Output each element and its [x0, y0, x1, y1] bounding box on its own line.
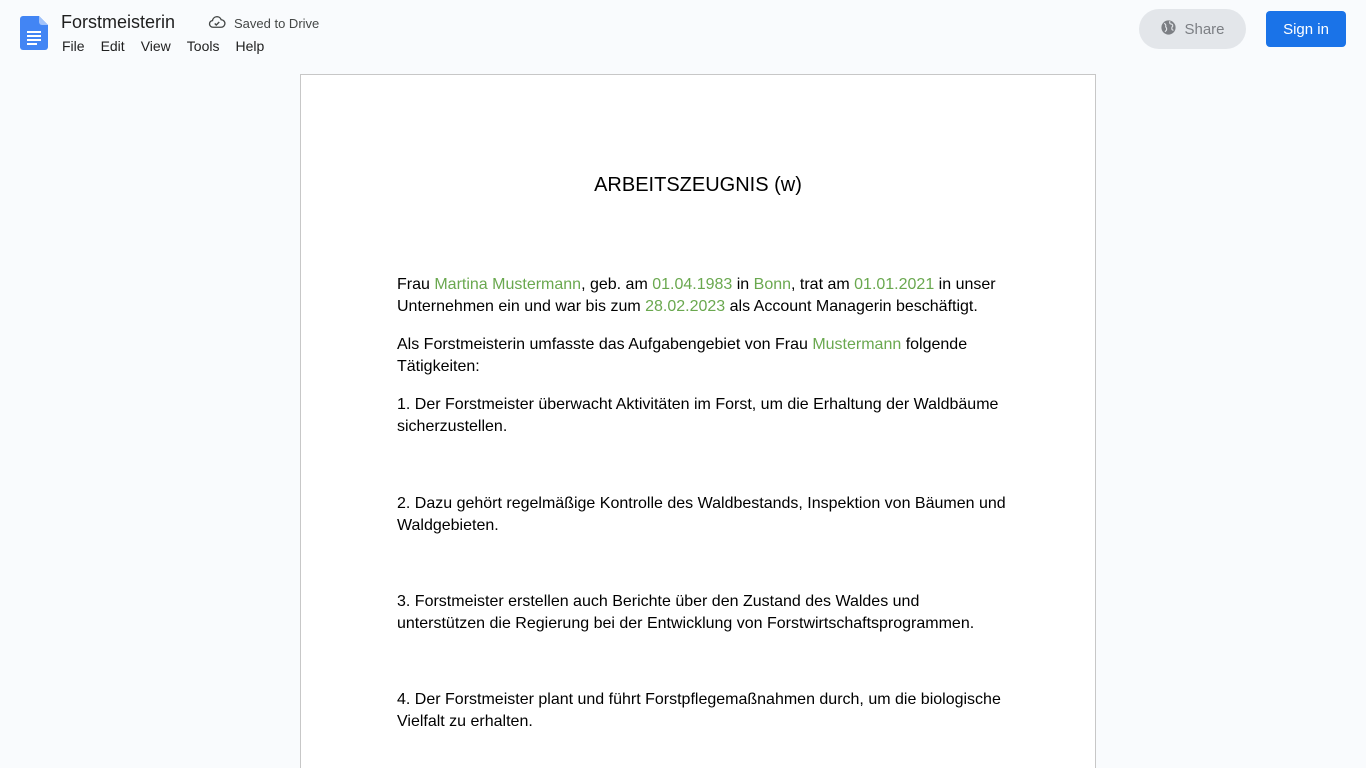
menu-bar	[54, 36, 272, 56]
list-item: 2. Dazu gehört regelmäßige Kontrolle des Waldbestands, Inspektion von Bäumen und Waldgebieten.	[397, 495, 1006, 534]
share-label: Share	[1184, 20, 1225, 38]
intro-paragraph: Frau Martina Mustermann, geb. am 01.04.1983 in Bonn, trat am 01.01.2021 in unser Unternehmen ein und war bis zum 28.02.2023 als Account Managerin beschäftigt.	[397, 276, 996, 315]
menu-tools[interactable]: Tools	[186, 38, 220, 54]
menu-help[interactable]: Help	[235, 38, 265, 54]
list-item: 3. Forstmeister erstellen auch Berichte über den Zustand des Waldes und unterstützen die Regierung bei der Entwicklung von Forstwirtschaftsprogrammen.	[397, 593, 975, 632]
google-docs-icon[interactable]	[20, 16, 48, 50]
document-page[interactable]	[300, 74, 1096, 768]
saved-status-label: Saved to Drive	[234, 15, 320, 31]
employee-name: Martina Mustermann	[434, 276, 582, 293]
sign-in-button[interactable]: Sign in	[1266, 11, 1346, 47]
list-item: 4. Der Forstmeister plant und führt Forstpflegemaßnahmen durch, um die biologische Vielfalt zu erhalten.	[397, 691, 1001, 730]
globe-icon	[1160, 19, 1177, 40]
birth-date: 01.04.1983	[652, 276, 733, 293]
start-date: 01.01.2021	[854, 276, 935, 293]
share-button[interactable]	[1139, 9, 1246, 49]
document-heading: ARBEITSZEUGNIS (w)	[594, 174, 802, 196]
document-title[interactable]: Forstmeisterin	[61, 12, 176, 32]
menu-view[interactable]: View	[140, 38, 171, 54]
end-date: 28.02.2023	[645, 298, 726, 315]
cloud-done-icon	[208, 13, 226, 34]
menu-file[interactable]: File	[62, 38, 85, 54]
saved-status[interactable]	[208, 14, 319, 32]
birth-city: Bonn	[753, 276, 792, 293]
list-item: 1. Der Forstmeister überwacht Aktivitäten im Forst, um die Erhaltung der Waldbäume sicherzustellen.	[397, 396, 999, 435]
scope-paragraph: Als Forstmeisterin umfasste das Aufgabengebiet von Frau Mustermann folgende Tätigkeiten:	[397, 336, 968, 375]
menu-edit[interactable]: Edit	[100, 38, 125, 54]
top-bar	[0, 0, 1366, 64]
employee-surname: Mustermann	[812, 336, 902, 353]
